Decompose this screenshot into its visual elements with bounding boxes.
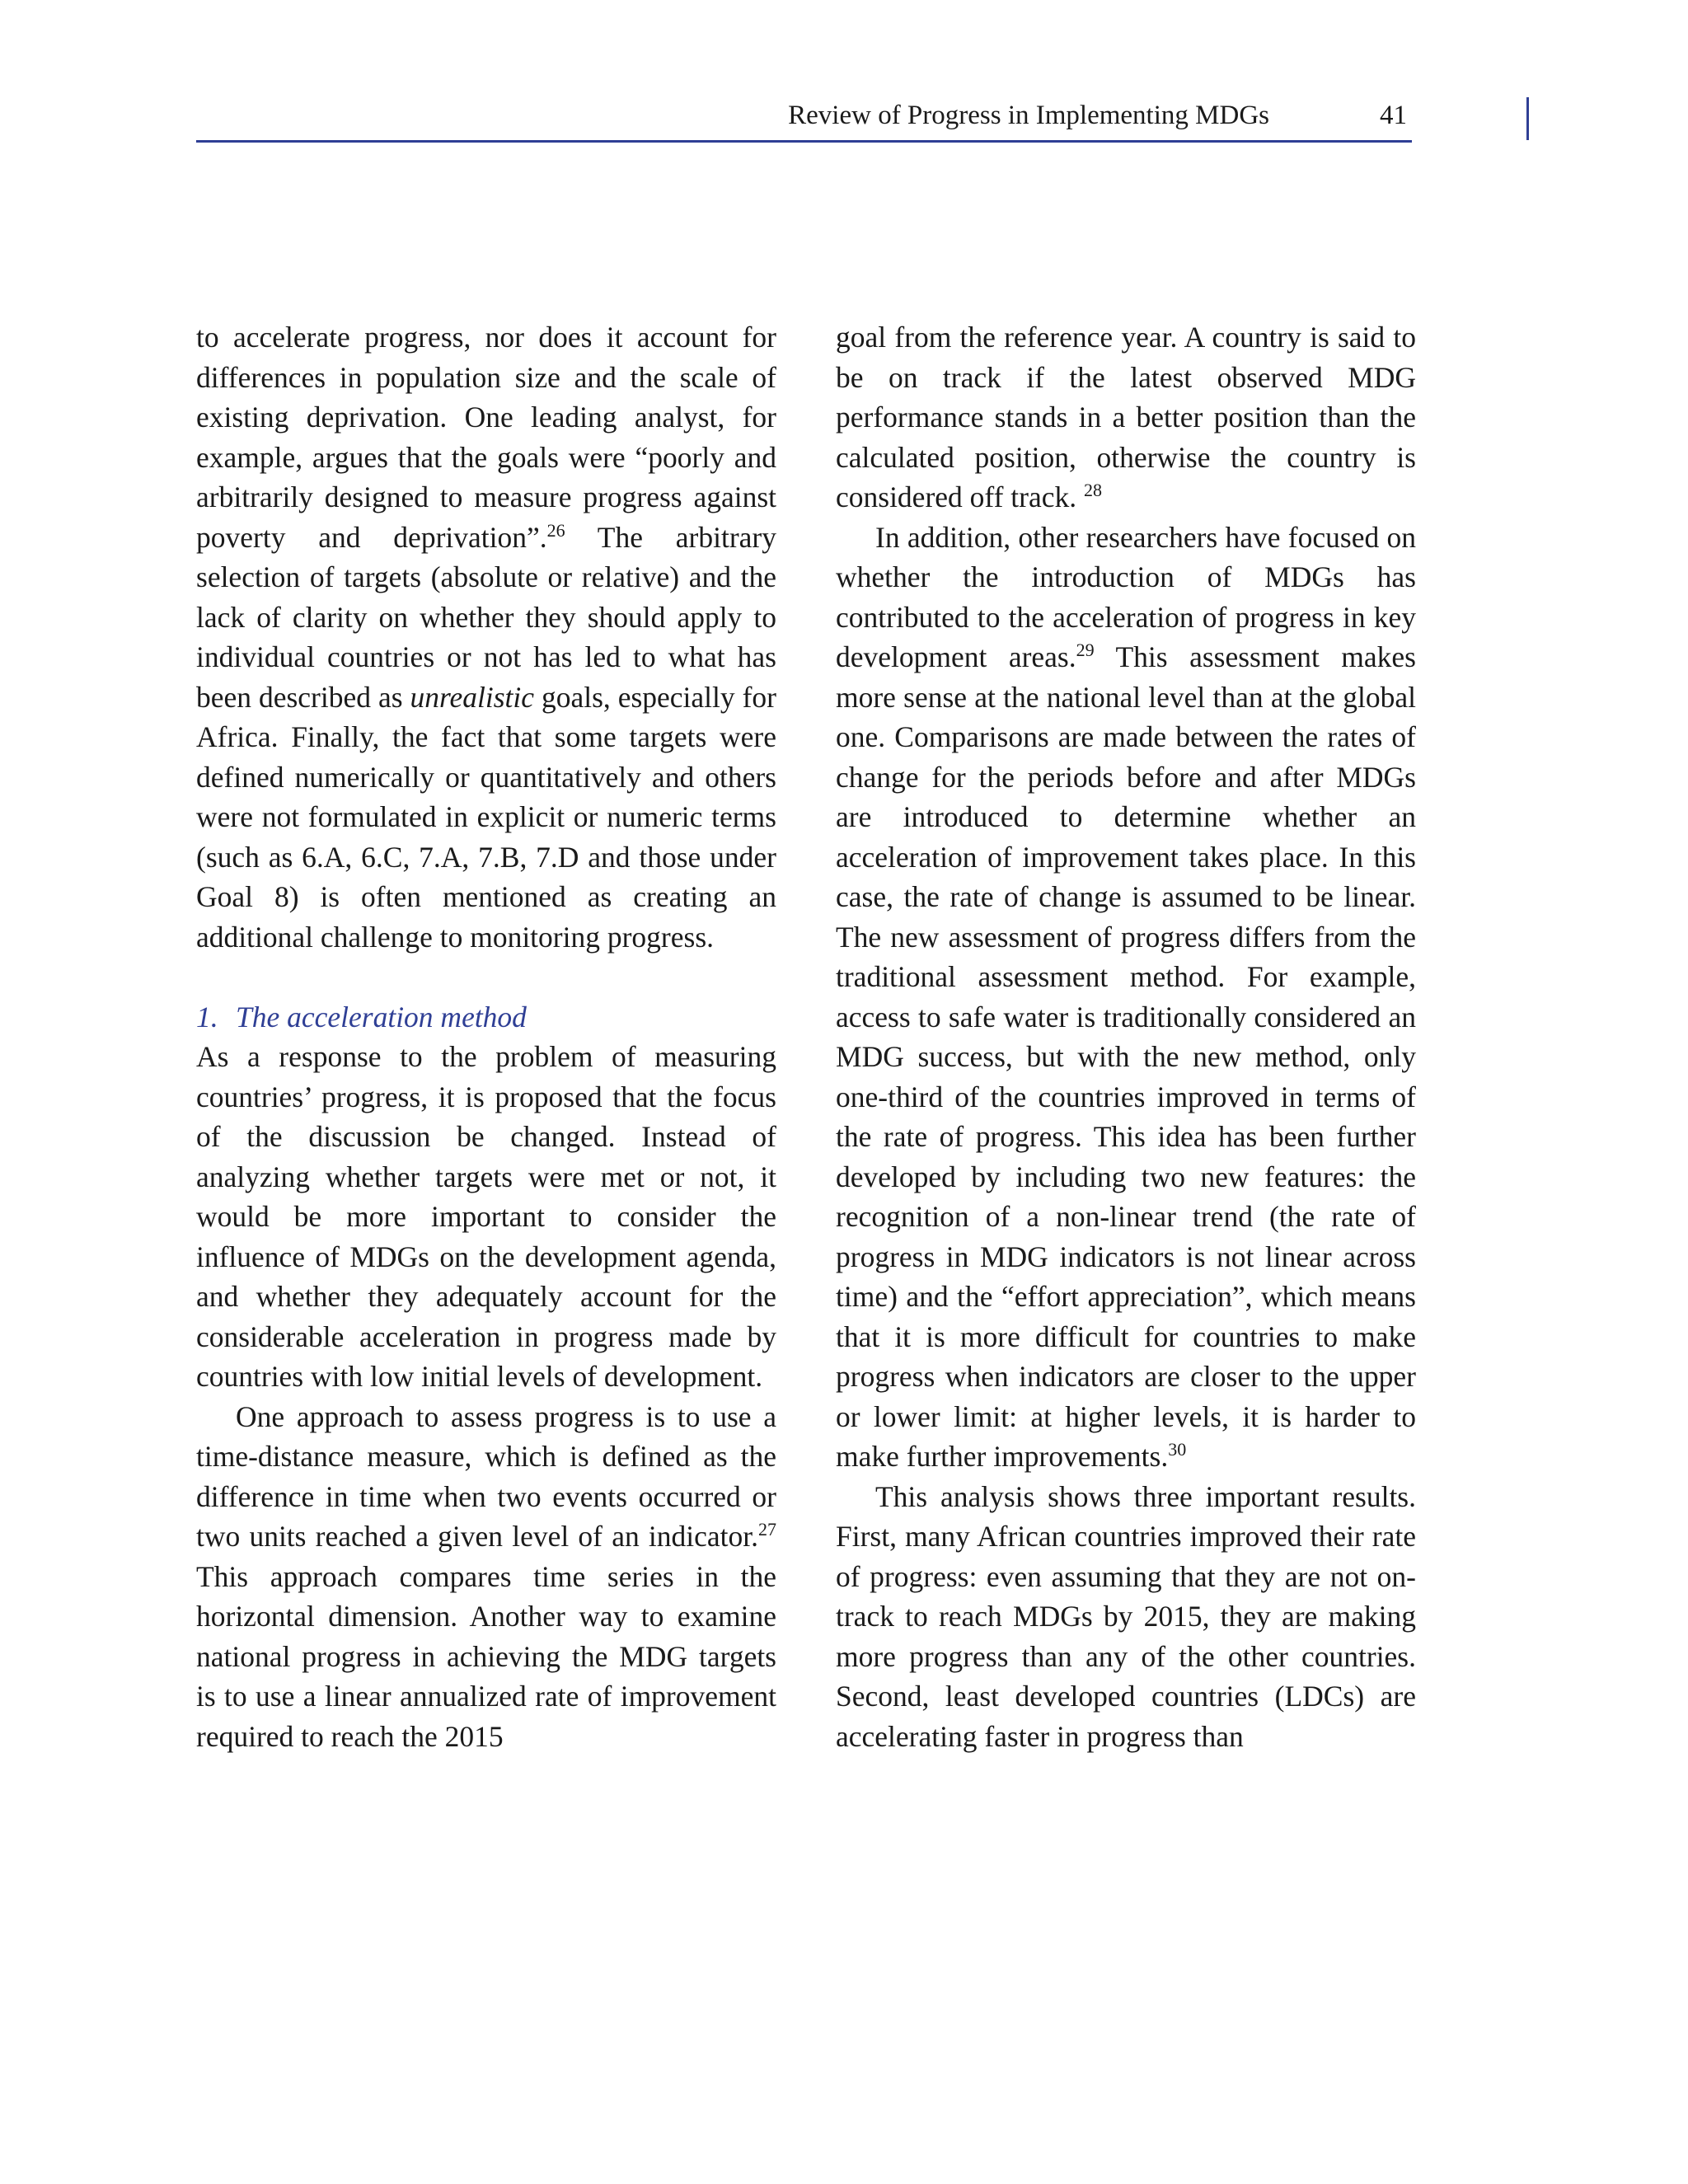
header-title: Review of Progress in Implementing MDGs	[788, 101, 1269, 130]
right-column	[836, 317, 1416, 1756]
left-paragraph-1: to accelerate progress, nor does it account for differences in population size and the scale of existing deprivation. One leading analyst, for example, argues that the goals were “poorly and arbitrarily designed to measure progress against poverty and deprivation”.$^{26}$ The arbitrary selection of targets (absolute or relative) and the lack of clarity on whether they should apply to individual countries or not has led to what has been described as unrealistic goals, especially for Africa. Finally, the fact that some targets were defined numerically or quantitatively and others were not formulated in explicit or numeric terms (such as 6.A, 6.C, 7.A, 7.B, 7.D and those under Goal 8) is often mentioned as creating an additional challenge to monitoring progress.	[196, 321, 776, 954]
running-header	[196, 89, 1412, 143]
footnote-ref-28: 28	[1083, 480, 1102, 501]
emphasis-unrealistic: unrealistic	[410, 680, 534, 714]
footnote-ref-30: 30	[1168, 1439, 1187, 1460]
section-heading	[196, 997, 776, 1038]
section-number: 1.	[196, 1000, 218, 1033]
section-title: The acceleration method	[236, 1000, 527, 1033]
footnote-ref-26: 26	[546, 519, 565, 541]
footnote-ref-29: 29	[1076, 640, 1095, 661]
right-paragraph-1: goal from the reference year. A country is said to be on track if the latest observed MDG performance stands in a better position than the calculated position, otherwise the country is considered off track. $^{28}$	[836, 321, 1416, 513]
left-paragraph-2: As a response to the problem of measuring countries’ progress, it is proposed that the focus of the discussion be changed. Instead of analyzing whether targets were met or not, it would be more important to consider the influence of MDGs on the development agenda, and whether they adequately account for the considerable acceleration in progress made by countries with low initial levels of development.	[196, 1040, 776, 1393]
header-divider	[1526, 97, 1529, 140]
right-paragraph-3: This analysis shows three important results. First, many African countries improved their rate of progress: even assuming that they are not on-track to reach MDGs by 2015, they are making more progress than any of the other countries. Second, least developed countries (LDCs) are accelerating faster in progress than	[836, 1479, 1416, 1753]
left-column	[196, 317, 776, 1756]
footnote-ref-27: 27	[758, 1519, 776, 1540]
page-number: 41	[1380, 101, 1407, 130]
left-paragraph-3: One approach to assess progress is to use a time-distance measure, which is defined as the difference in time when two events occurred or two units reached a given level of an indicator.$^{27}$ This approach compares time series in the horizontal dimension. Another way to examine national progress in achieving the MDG targets is to use a linear annualized rate of improvement required to reach the 2015	[196, 1399, 776, 1753]
right-paragraph-2: In addition, other researchers have focused on whether the introduction of MDGs has contributed to the acceleration of progress in key development areas.$^{29}$ This assessment makes more sense at the national level than at the global one. Comparisons are made between the rates of change for the periods before and after MDGs are introduced to determine whether an acceleration of improvement takes place. In this case, the rate of change is assumed to be linear. The new assessment of progress differs from the traditional assessment method. For example, access to safe water is traditionally considered an MDG success, but with the new method, only one-third of the countries improved in terms of the rate of progress. This idea has been further developed by including two new features: the recognition of a non-linear trend (the rate of progress in MDG indicators is not linear across time) and the “effort appreciation”, which means that it is more difficult for countries to make progress when indicators are closer to the upper or lower limit: at higher levels, it is harder to make further improvements.$^{30}$	[836, 520, 1416, 1473]
